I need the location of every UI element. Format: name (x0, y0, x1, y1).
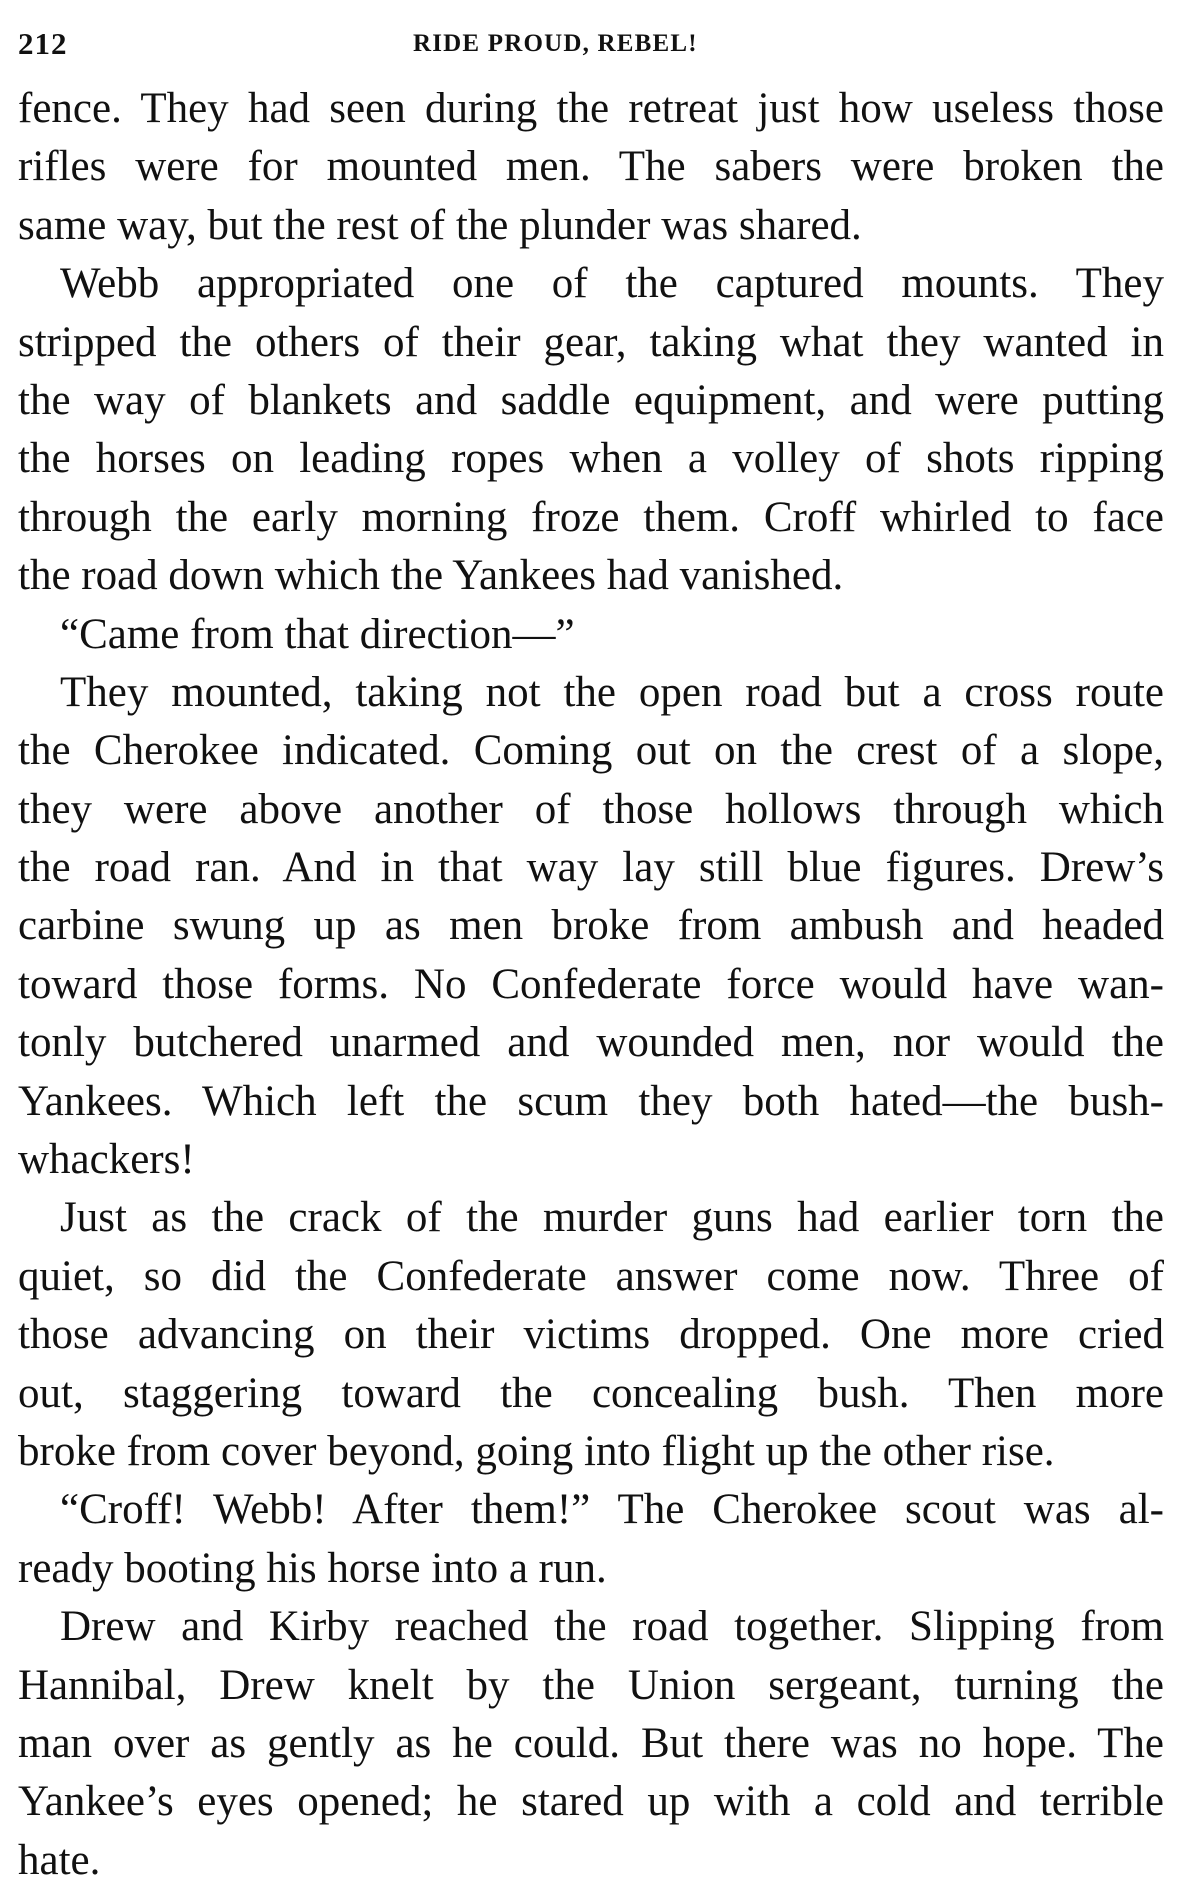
text-line: toward those forms. No Confederate force would have wan- (18, 960, 1164, 1008)
text-line: Webb appropriated one of the captured mounts. They (60, 260, 1164, 308)
page-number: 212 (18, 26, 68, 61)
text-line: whackers! (18, 1136, 195, 1184)
text-line: fence. They had seen during the retreat just how useless those (18, 85, 1164, 132)
text-line: They mounted, taking not the open road but a cross route (60, 668, 1164, 716)
text-line: out, staggering toward the concealing bush. Then more (18, 1369, 1164, 1417)
text-line: through the early morning froze them. Croff whirled to face (18, 493, 1164, 541)
running-head: RIDE PROUD, REBEL! (413, 30, 698, 57)
page-header (18, 18, 1164, 78)
text-line: “Came from that direction—” (60, 610, 575, 658)
text-line: quiet, so did the Confederate answer come now. Three of (18, 1252, 1164, 1300)
text-line: the road ran. And in that way lay still blue figures. Drew’s (18, 844, 1164, 892)
text-line: the road down which the Yankees had vanished. (18, 552, 844, 600)
text-line: the Cherokee indicated. Coming out on the crest of a slope, (18, 727, 1164, 775)
text-line: man over as gently as he could. But there was no hope. The (18, 1719, 1164, 1767)
text-line: stripped the others of their gear, taking what they wanted in (18, 318, 1164, 366)
body-text (18, 80, 1164, 1890)
text-line: Drew and Kirby reached the road together. Slipping from (60, 1603, 1164, 1651)
text-line: hate. (18, 1836, 101, 1884)
text-line: tonly butchered unarmed and wounded men, nor would the (18, 1019, 1164, 1067)
text-line: the way of blankets and saddle equipment, and were putting (18, 376, 1164, 424)
text-line: the horses on leading ropes when a volley of shots ripping (18, 435, 1164, 483)
text-line: ready booting his horse into a run. (18, 1544, 607, 1592)
text-line: those advancing on their victims dropped. One more cried (18, 1311, 1164, 1359)
text-line: broke from cover beyond, going into flight up the other rise. (18, 1427, 1055, 1475)
text-line: Yankee’s eyes opened; he stared up with a cold and terrible (18, 1778, 1164, 1826)
text-line: rifles were for mounted men. The sabers were broken the (18, 143, 1164, 191)
text-line: “Croff! Webb! After them!” The Cherokee scout was al- (60, 1486, 1164, 1534)
text-line: carbine swung up as men broke from ambush and headed (18, 902, 1164, 950)
text-line: same way, but the rest of the plunder was shared. (18, 201, 862, 249)
text-line: Yankees. Which left the scum they both hated—the bush- (18, 1077, 1164, 1125)
text-line: Hannibal, Drew knelt by the Union sergeant, turning the (18, 1661, 1164, 1709)
text-line: Just as the crack of the murder guns had earlier torn the (60, 1194, 1164, 1242)
text-line: they were above another of those hollows through which (18, 785, 1164, 833)
